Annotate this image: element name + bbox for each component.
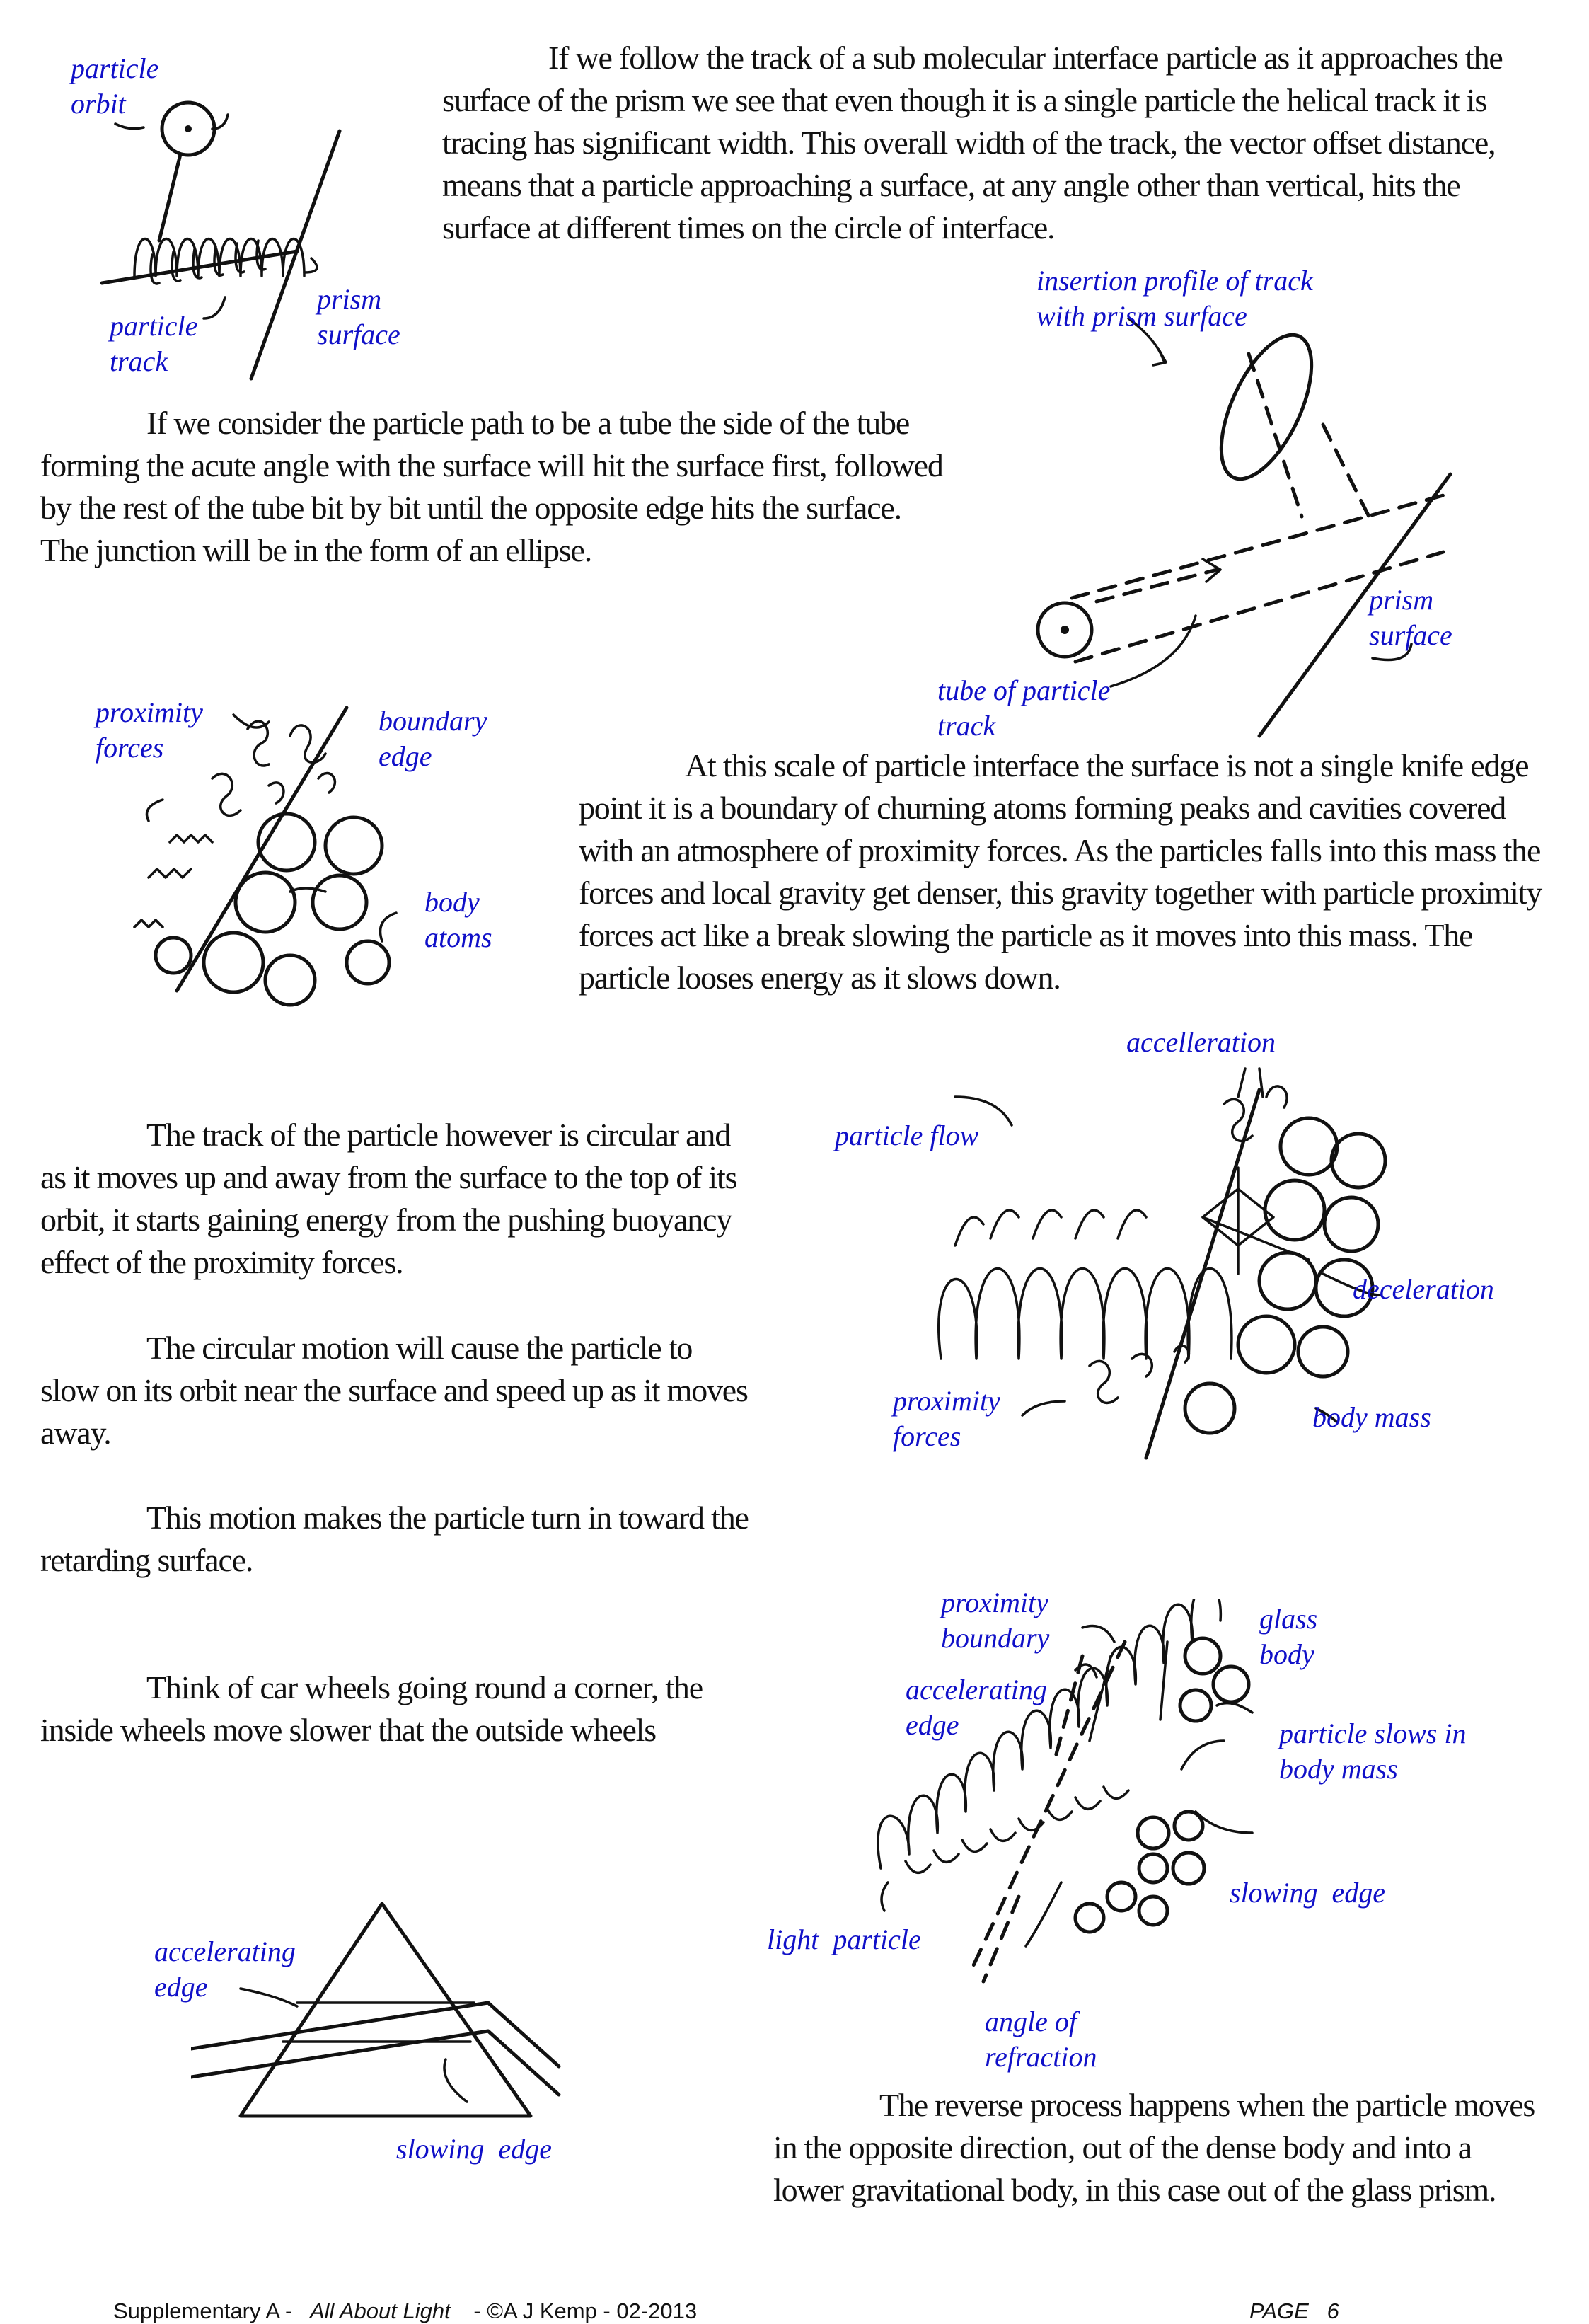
label-accelerating-edge-2: accelerating edge [154, 1935, 296, 2003]
label-particle-track: particle track [110, 310, 198, 377]
label-light-particle: light particle [767, 1923, 921, 1955]
label-prism-surface-2: prism surface [1369, 584, 1452, 651]
paragraph-turn-in: This motion makes the particle turn in toward the retarding surface. [40, 1500, 749, 1578]
label-proximity-boundary: proximity boundary [941, 1587, 1050, 1654]
label-deceleration: deceleration [1353, 1273, 1494, 1305]
figure-prism [191, 1889, 573, 2130]
paragraph-car-wheels: Think of car wheels going round a corner, the inside wheels move slower that the outside wheels [40, 1669, 703, 1748]
paragraph-boundary: At this scale of particle interface the surface is not a single knife edge point it is a boundary of churning atoms forming peaks and cavities covered with an atmosphere of proximity forces. As the particles falls into this mass the forces and local gravity get denser, this gravity together with particle proximity forces act like a break slowing the particle as it moves into this mass. The particle looses energy as it slows down. [579, 747, 1542, 996]
label-particle-flow: particle flow [835, 1120, 979, 1151]
label-accelerating-edge-1: accelerating edge [906, 1674, 1047, 1741]
label-proximity-forces-1: proximity forces [96, 696, 203, 764]
footer [113, 2299, 697, 2324]
footer-title: All About Light [309, 2299, 451, 2323]
label-particle-orbit: particle orbit [71, 52, 159, 120]
label-glass-body: glass body [1259, 1603, 1318, 1670]
paragraph-track-width: If we follow the track of a sub molecular interface particle as it approaches the surface of the prism we see that even though it is a single particle the helical track it is tracing has significant width. This overall width of the track, the vector offset distance, means that a particle approaching a surface, at any angle other than vertical, hits the surface at different times on the circle of interface. [442, 40, 1503, 246]
label-accelleration: accelleration [1126, 1026, 1276, 1058]
label-proximity-forces-2: proximity forces [893, 1385, 1000, 1452]
label-boundary-edge: boundary edge [379, 705, 487, 772]
footer-right: - ©A J Kemp - 02-2013 [473, 2299, 698, 2323]
label-slowing-edge-1: slowing edge [1230, 1877, 1385, 1909]
label-particle-slows: particle slows in body mass [1279, 1718, 1467, 1785]
paragraph-tube: If we consider the particle path to be a tube the side of the tube forming the acute angle with the surface will hit the surface first, followed by the rest of the tube bit by bit until the opposite edge hits the surface. The junction will be in the form of an ellipse. [40, 405, 943, 568]
paragraph-circular-track: The track of the particle however is circular and as it moves up and away from the surface to the top of its orbit, it starts gaining energy from the pushing buoyancy effect of the proximity forces. [40, 1117, 737, 1280]
label-body-atoms: body atoms [424, 886, 492, 953]
label-body-mass: body mass [1312, 1401, 1431, 1433]
label-angle-of-refraction: angle of refraction [985, 2006, 1097, 2073]
paragraph-reverse-process: The reverse process happens when the particle moves in the opposite direction, out of the dense body and into a lower gravitational body, in this case out of the glass prism. [773, 2087, 1535, 2208]
label-slowing-edge-2: slowing edge [396, 2133, 552, 2165]
label-insertion-profile: insertion profile of track with prism surface [1036, 265, 1313, 332]
paragraph-circular-motion: The circular motion will cause the particle to slow on its orbit near the surface and speed up as it moves away. [40, 1330, 748, 1451]
footer-page-number: PAGE 6 [1249, 2299, 1339, 2323]
footer-left: Supplementary A - [113, 2299, 293, 2323]
label-tube-of-particle-track: tube of particle track [937, 674, 1111, 742]
label-prism-surface-1: prism surface [317, 283, 400, 350]
